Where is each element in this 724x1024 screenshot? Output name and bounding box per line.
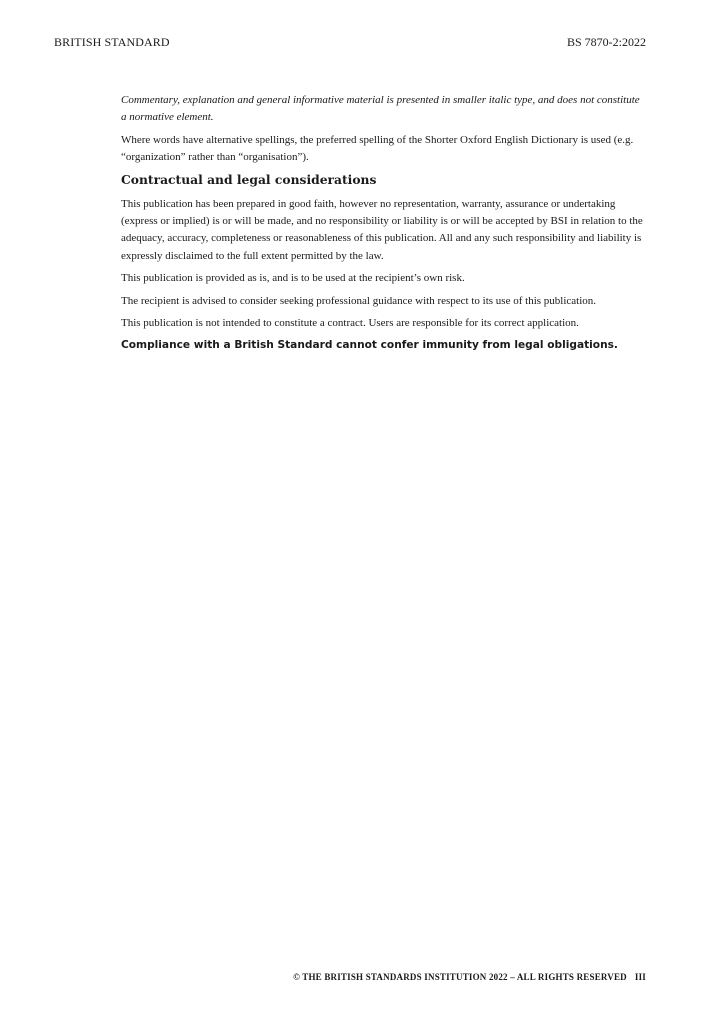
compliance-statement: Compliance with a British Standard cannot confer immunity from legal obligations. [121,339,618,352]
paragraph-not-a-contract: This publication is not intended to constitute a contract. Users are responsible for its correct application. [121,317,579,330]
page-number: III [634,972,646,982]
running-header-title: BRITISH STANDARD [54,35,170,49]
section-heading: Contractual and legal considerations [121,171,377,187]
paragraph-good-faith: This publication has been prepared in good faith, however no representation, warranty, assurance or undertaking (express or implied) is or will be made, and no responsibility or liability is or will be accepted by BSI in relation to the adequacy, accuracy, completeness or reasonableness of this publication. All and any such responsibility and liability is expressly disclaimed to the full extent permitted by the law. [121,197,643,262]
commentary-note: Commentary, explanation and general informative material is presented in smaller italic type, and does not constitute a normative element. [121,94,640,124]
standard-number: BS 7870-2:2022 [566,35,646,49]
paragraph-professional-guidance: The recipient is advised to consider seeking professional guidance with respect to its use of this publication. [121,294,597,307]
page-footer [293,972,646,982]
paragraph-own-risk: This publication is provided as is, and is to be used at the recipient’s own risk. [121,272,465,285]
document-body [121,92,644,354]
copyright-notice: © THE BRITISH STANDARDS INSTITUTION 2022 – ALL RIGHTS RESERVED [293,972,627,982]
spelling-note: Where words have alternative spellings, the preferred spelling of the Shorter Oxford English Dictionary is used (e.g. “organization” rather than “organisation”). [121,133,634,164]
